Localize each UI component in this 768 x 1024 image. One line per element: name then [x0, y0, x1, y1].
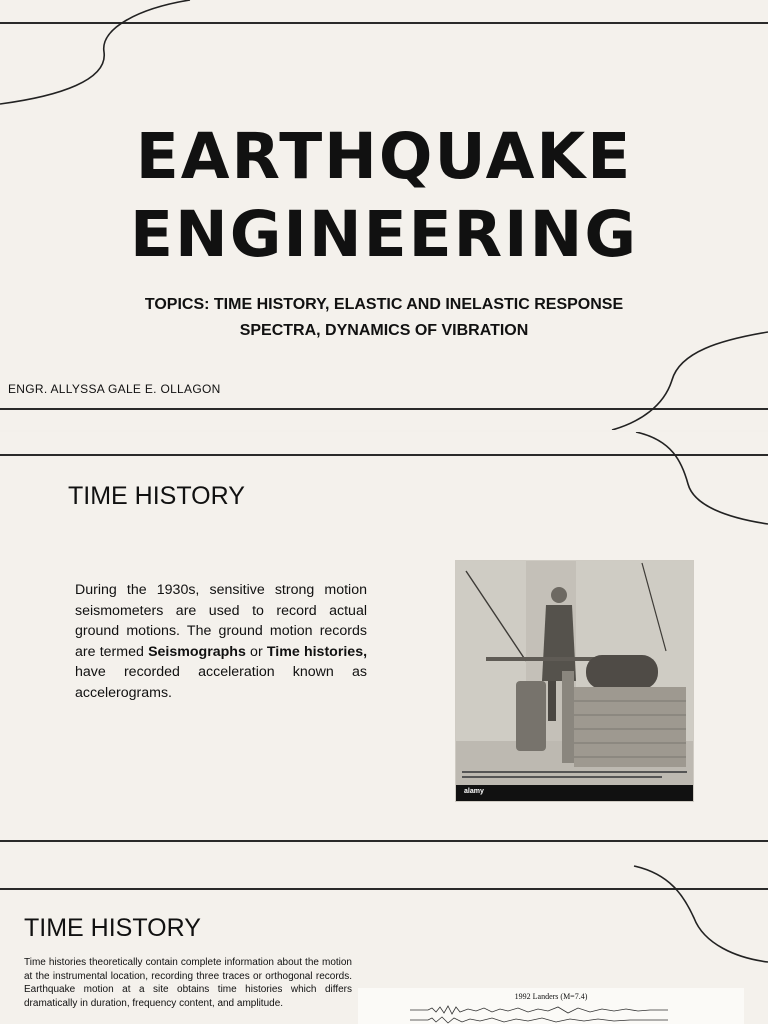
title-slide	[0, 0, 768, 430]
top-rule	[0, 454, 768, 456]
seismometer-illustration	[456, 561, 693, 785]
accelerogram-traces	[358, 988, 744, 1024]
time-history-slide	[0, 432, 768, 842]
photo-credit-strip	[456, 785, 693, 801]
term-time-histories: Time histories,	[266, 643, 368, 660]
slide-body	[75, 580, 367, 703]
photo-watermark: alamy	[464, 788, 484, 795]
topics-subtitle	[60, 292, 708, 344]
topics-line-2: SPECTRA, DYNAMICS OF VIBRATION	[239, 322, 529, 339]
body-text: During the 1930s, sensitive strong motion seismometers are used to record actual ground motions. The ground motion records are termed	[75, 582, 367, 660]
seismometer-photo	[455, 560, 694, 802]
slide-body: Time histories theoretically contain complete information about the motion at the instrumental location, recording three traces or orthogonal records. Earthquake motion at a site obtains time histories which differs dramatically in duration, frequency content, and amplitude.	[24, 957, 352, 1009]
topics-line-1: TOPICS: TIME HISTORY, ELASTIC AND INELASTIC RESPONSE	[144, 296, 624, 313]
presentation-title	[0, 118, 768, 274]
top-rule	[0, 888, 768, 890]
title-line-1: EARTHQUAKE	[135, 120, 633, 193]
top-rule	[0, 22, 768, 24]
author-name: ENGR. ALLYSSA GALE E. OLLAGON	[8, 382, 221, 396]
term-seismographs: Seismographs	[148, 643, 246, 660]
bottom-rule	[0, 408, 768, 410]
time-history-detail-slide	[0, 844, 768, 1024]
bottom-rule	[0, 840, 768, 842]
graph-title: 1992 Landers (M=7.4)	[514, 992, 588, 1001]
slide-title: TIME HISTORY	[68, 482, 245, 510]
title-line-2: ENGINEERING	[129, 198, 639, 271]
body-text: or	[245, 643, 267, 660]
landers-accelerogram	[358, 988, 744, 1024]
body-text: have recorded acceleration known as accelerograms.	[75, 664, 367, 701]
slide-title: TIME HISTORY	[24, 914, 201, 942]
